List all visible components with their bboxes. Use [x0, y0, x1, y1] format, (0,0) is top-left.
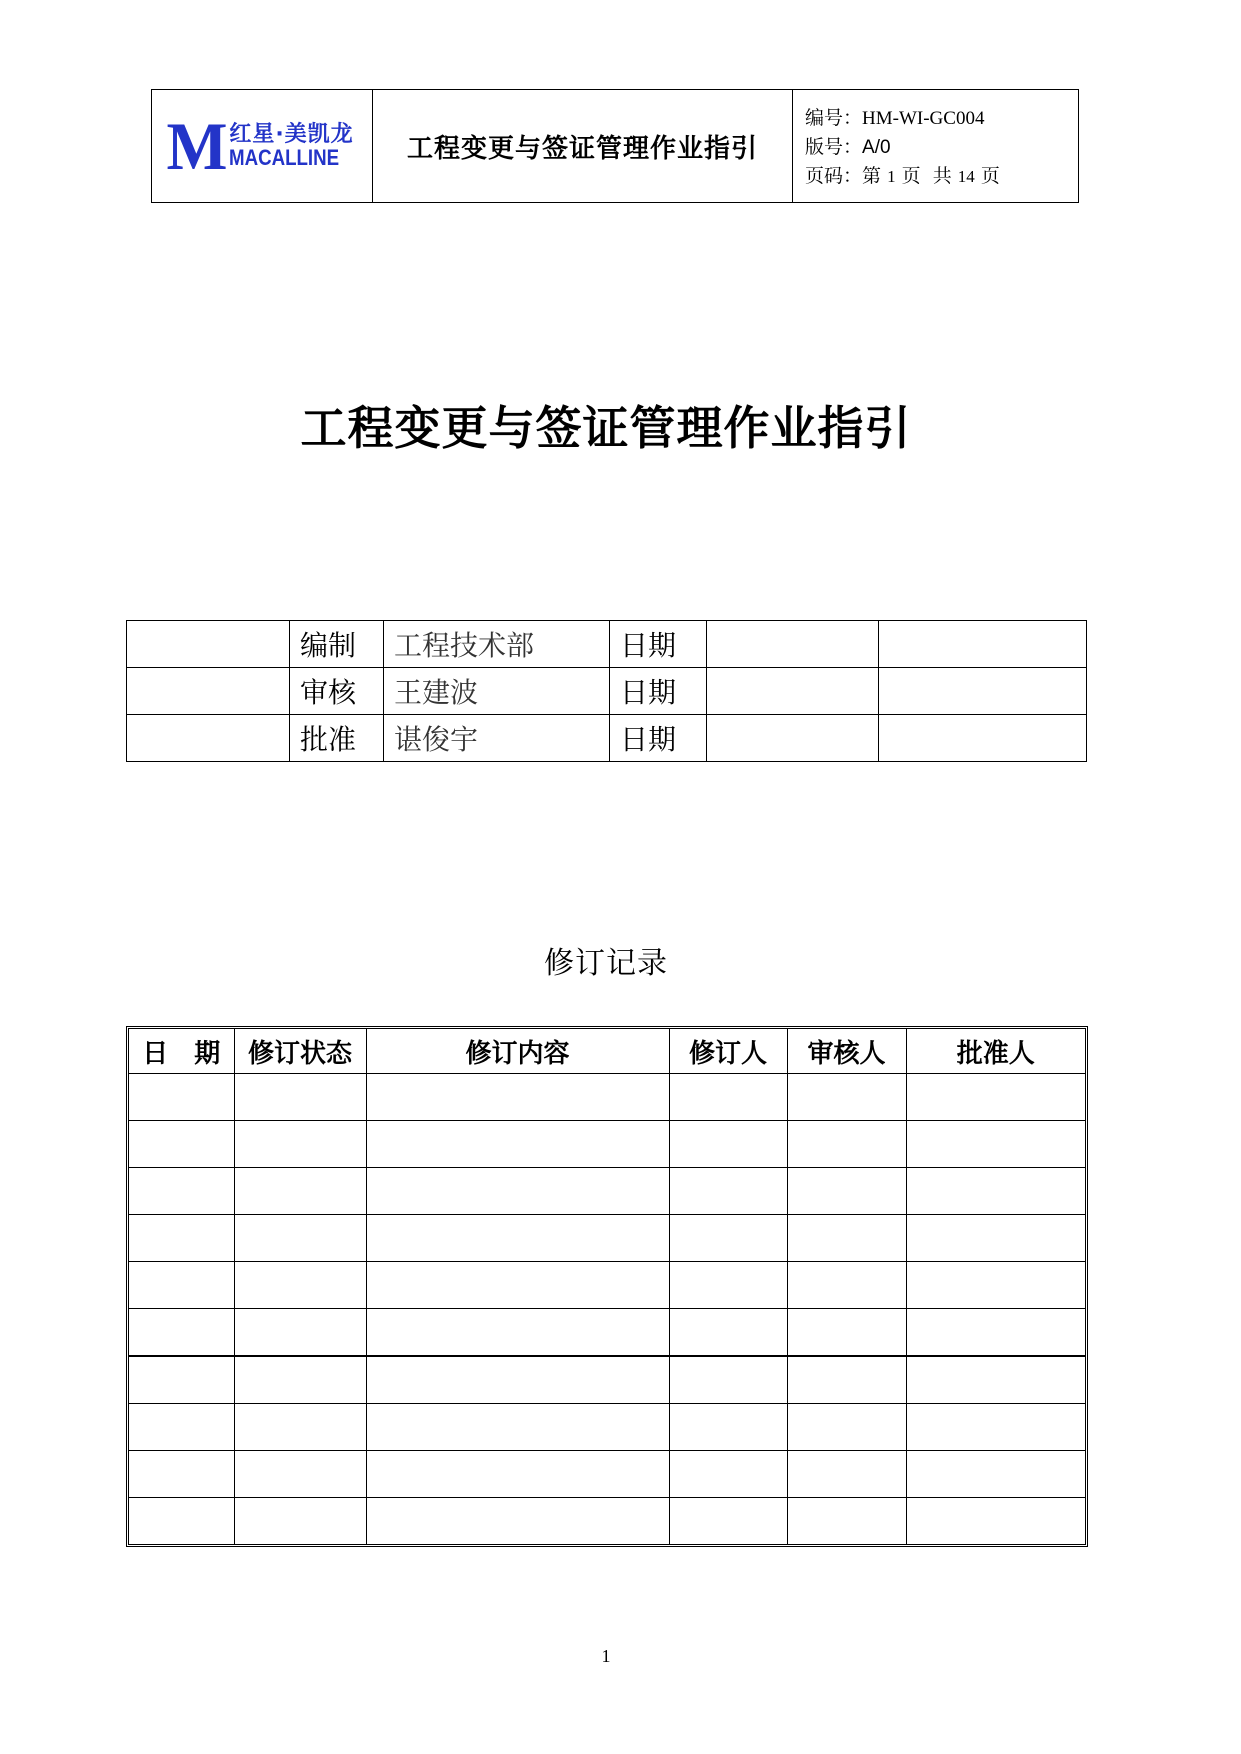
revision-cell: [669, 1215, 787, 1262]
revision-row: [129, 1168, 1085, 1215]
revision-column-header: 审核人: [787, 1029, 906, 1074]
revision-cell: [669, 1309, 787, 1357]
revision-cell: [906, 1451, 1085, 1498]
logo-letter: M: [166, 108, 226, 184]
page-line: 页码：第 1 页 共 14 页: [805, 165, 1000, 187]
page-number: 1: [601, 1646, 611, 1666]
approval-date-label: 日期: [610, 715, 707, 762]
revision-cell: [129, 1498, 234, 1545]
revision-row: [129, 1356, 1085, 1404]
approval-date-label: 日期: [610, 668, 707, 715]
revision-cell: [234, 1404, 366, 1451]
revision-cell: [234, 1074, 366, 1121]
revision-cell: [787, 1356, 906, 1404]
revision-cell: [669, 1262, 787, 1309]
page-current: 1: [887, 167, 896, 186]
company-logo: [165, 108, 359, 184]
revision-cell: [906, 1262, 1085, 1309]
revision-cell: [787, 1404, 906, 1451]
approval-extra-cell: [879, 621, 1087, 668]
revision-row: [129, 1215, 1085, 1262]
revision-cell: [906, 1309, 1085, 1357]
approval-role: 审核: [290, 668, 384, 715]
approval-date-value: [707, 668, 879, 715]
revision-cell: [906, 1356, 1085, 1404]
revision-cell: [366, 1215, 669, 1262]
revision-cell: [234, 1168, 366, 1215]
revision-cell: [366, 1074, 669, 1121]
document-code: HM-WI-GC004: [862, 108, 985, 129]
approval-name: 王建波: [384, 668, 610, 715]
revision-row: [129, 1498, 1085, 1545]
revision-cell: [906, 1168, 1085, 1215]
revision-cell: [787, 1074, 906, 1121]
approval-row: [127, 715, 1087, 762]
revision-row: [129, 1404, 1085, 1451]
approval-date-label: 日期: [610, 621, 707, 668]
approval-name: 工程技术部: [384, 621, 610, 668]
approval-row: [127, 668, 1087, 715]
revision-cell: [129, 1074, 234, 1121]
revision-row: [129, 1309, 1085, 1357]
logo-english-name: MACALLINE: [229, 145, 340, 170]
revision-cell: [366, 1121, 669, 1168]
revision-cell: [787, 1215, 906, 1262]
revision-row: [129, 1451, 1085, 1498]
logo-cell: [152, 90, 373, 202]
revision-cell: [366, 1168, 669, 1215]
revision-row: [129, 1121, 1085, 1168]
revision-cell: [129, 1168, 234, 1215]
revision-cell: [129, 1356, 234, 1404]
revision-column-header: 修订内容: [366, 1029, 669, 1074]
approval-extra-cell: [879, 715, 1087, 762]
header-meta-cell: [793, 90, 1078, 202]
revision-record-title: 修订记录: [544, 946, 668, 981]
revision-cell: [129, 1121, 234, 1168]
revision-cell: [129, 1451, 234, 1498]
revision-cell: [669, 1168, 787, 1215]
header-title: 工程变更与签证管理作业指引: [406, 133, 758, 164]
document-code-line: 编号：HM-WI-GC004: [805, 107, 985, 129]
document-header: [151, 89, 1079, 203]
revision-cell: [669, 1451, 787, 1498]
revision-cell: [234, 1121, 366, 1168]
approval-blank-cell: [127, 621, 290, 668]
revision-cell: [906, 1074, 1085, 1121]
revision-cell: [366, 1356, 669, 1404]
revision-cell: [906, 1498, 1085, 1545]
revision-row: [129, 1074, 1085, 1121]
approval-date-value: [707, 621, 879, 668]
approval-role: 编制: [290, 621, 384, 668]
revision-column-header: 日 期: [129, 1029, 234, 1074]
revision-table: [129, 1029, 1085, 1544]
revision-cell: [129, 1262, 234, 1309]
revision-cell: [787, 1498, 906, 1545]
revision-cell: [366, 1262, 669, 1309]
revision-cell: [366, 1498, 669, 1545]
revision-cell: [366, 1451, 669, 1498]
header-title-cell: [373, 90, 793, 202]
revision-cell: [234, 1356, 366, 1404]
revision-cell: [129, 1215, 234, 1262]
revision-cell: [669, 1404, 787, 1451]
approval-role: 批准: [290, 715, 384, 762]
revision-cell: [129, 1309, 234, 1357]
approval-date-value: [707, 715, 879, 762]
logo-chinese-name: 红星·美凯龙: [229, 121, 354, 147]
revision-cell: [787, 1168, 906, 1215]
revision-cell: [669, 1498, 787, 1545]
revision-table-frame: [126, 1026, 1088, 1547]
revision-cell: [234, 1262, 366, 1309]
revision-cell: [366, 1309, 669, 1357]
revision-header-row: [129, 1029, 1085, 1074]
revision-cell: [787, 1309, 906, 1357]
revision-cell: [234, 1309, 366, 1357]
revision-cell: [366, 1404, 669, 1451]
revision-cell: [906, 1404, 1085, 1451]
revision-cell: [787, 1121, 906, 1168]
revision-cell: [906, 1121, 1085, 1168]
version-value: A/0: [862, 137, 891, 158]
revision-cell: [787, 1262, 906, 1309]
revision-cell: [669, 1074, 787, 1121]
approval-blank-cell: [127, 668, 290, 715]
revision-row: [129, 1262, 1085, 1309]
approval-row: [127, 621, 1087, 668]
version-line: 版号：A/0: [805, 136, 891, 158]
revision-cell: [787, 1451, 906, 1498]
revision-cell: [669, 1121, 787, 1168]
revision-column-header: 修订人: [669, 1029, 787, 1074]
revision-column-header: 修订状态: [234, 1029, 366, 1074]
revision-cell: [129, 1404, 234, 1451]
revision-cell: [234, 1451, 366, 1498]
approval-blank-cell: [127, 715, 290, 762]
approval-table: [126, 620, 1087, 762]
page-title: 工程变更与签证管理作业指引: [300, 401, 912, 455]
revision-cell: [234, 1215, 366, 1262]
page-total: 14: [957, 167, 975, 186]
revision-cell: [669, 1356, 787, 1404]
approval-extra-cell: [879, 668, 1087, 715]
revision-cell: [906, 1215, 1085, 1262]
revision-column-header: 批准人: [906, 1029, 1085, 1074]
revision-cell: [234, 1498, 366, 1545]
approval-name: 谌俊宇: [384, 715, 610, 762]
